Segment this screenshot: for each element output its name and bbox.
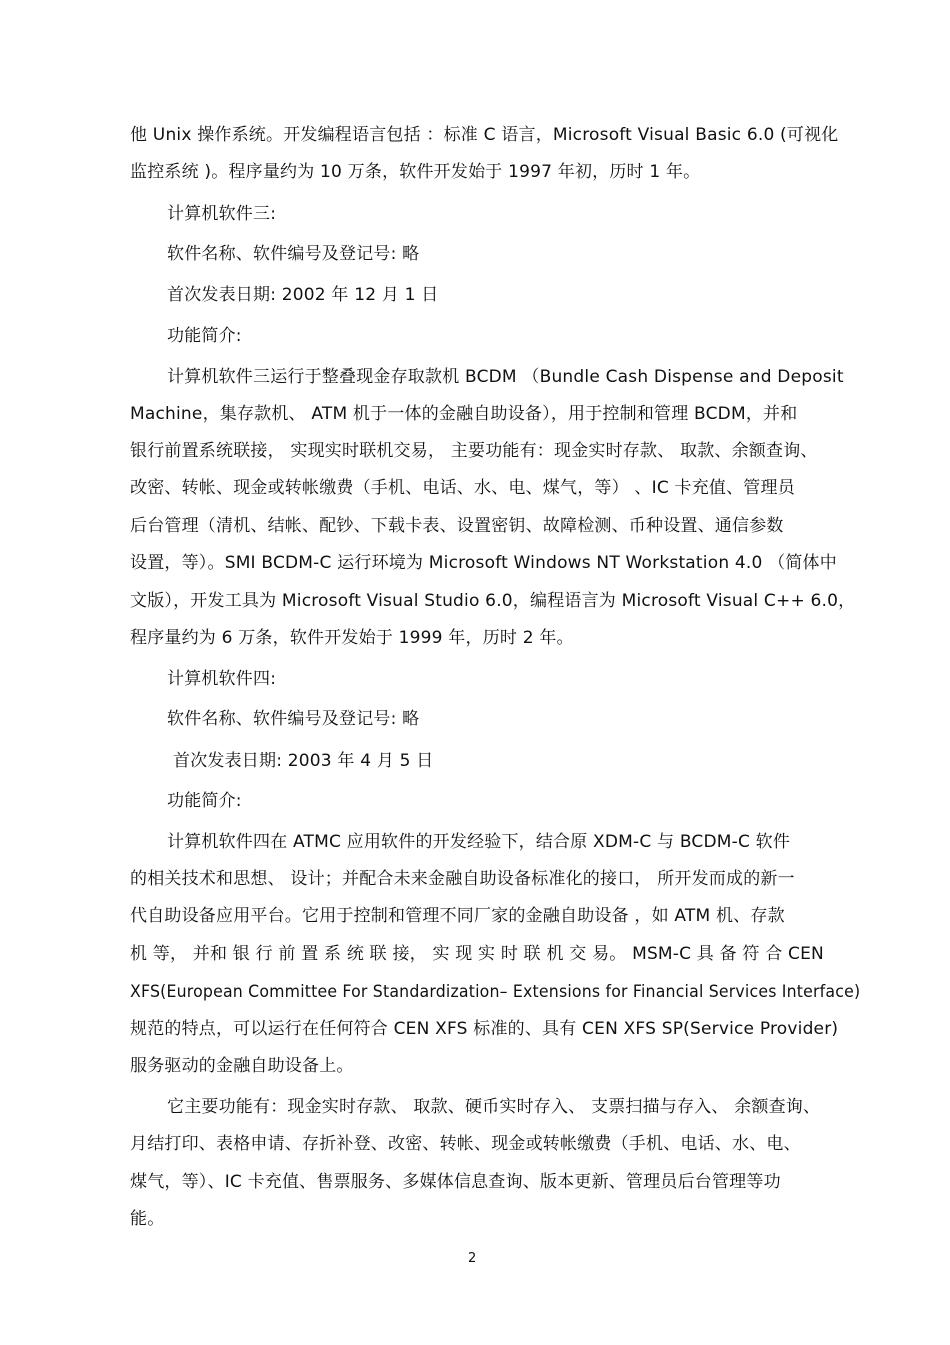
- text-line: 能。: [130, 1209, 165, 1229]
- text-line: XFS(European Committee For Standardization– Extensions for Financial Services Interface): [130, 982, 861, 1002]
- text-line: 代自助设备应用平台。它用于控制和管理不同厂家的金融自助设备 ，如 ATM 机、存款: [130, 906, 785, 926]
- text-line: 改密、转帐、现金或转帐缴费（手机、电话、水、电、煤气，等） 、IC 卡充值、管理员: [130, 478, 795, 498]
- text-line: 功能简介:: [167, 791, 242, 811]
- text-line: 银行前置系统联接， 实现实时联机交易， 主要功能有：现金实时存款、 取款、余额查询、: [130, 441, 818, 461]
- text-line: 它主要功能有：现金实时存款、 取款、硬币实时存入、 支票扫描与存入、 余额查询、: [167, 1097, 821, 1117]
- text-line: 首次发表日期: 2002 年 12 月 1 日: [167, 285, 439, 305]
- text-line: 的相关技术和思想、 设计；并配合未来金融自助设备标准化的接口， 所开发而成的新一: [130, 869, 795, 889]
- text-line: 服务驱动的金融自助设备上。: [130, 1056, 354, 1076]
- text-line: 计算机软件三运行于整叠现金存取款机 BCDM （Bundle Cash Dispense and Deposit: [167, 367, 844, 387]
- section-heading: 计算机软件三:: [167, 204, 277, 224]
- text-line: 后台管理（清机、结帐、配钞、下载卡表、设置密钥、故障检测、币种设置、通信参数: [130, 516, 784, 536]
- text-line: 监控系统 )。程序量约为 10 万条，软件开发始于 1997 年初，历时 1 年。: [130, 162, 701, 182]
- text-line: 月结打印、表格申请、存折补登、改密、转帐、现金或转帐缴费（手机、电话、水、电、: [130, 1134, 801, 1154]
- text-line: 软件名称、软件编号及登记号: 略: [167, 244, 420, 264]
- text-line: 机 等， 并和 银 行 前 置 系 统 联 接， 实 现 实 时 联 机 交 易。 MSM-C 具 备 符 合 CEN: [130, 944, 824, 964]
- section-heading: 计算机软件四:: [167, 669, 277, 689]
- text-line: 文版），开发工具为 Microsoft Visual Studio 6.0，编程语言为 Microsoft Visual C++ 6.0，: [130, 591, 856, 611]
- text-line: Machine，集存款机、 ATM 机于一体的金融自助设备），用于控制和管理 BCDM，并和: [130, 404, 798, 424]
- text-line: 首次发表日期: 2003 年 4 月 5 日: [173, 751, 434, 771]
- text-line: 设置，等）。SMI BCDM-C 运行环境为 Microsoft Windows NT Workstation 4.0 （简体中: [130, 553, 837, 573]
- text-line: 规范的特点，可以运行在任何符合 CEN XFS 标准的、具有 CEN XFS SP(Service Provider): [130, 1019, 839, 1039]
- text-line: 功能简介:: [167, 326, 242, 346]
- text-line: 软件名称、软件编号及登记号: 略: [167, 709, 420, 729]
- text-line: 煤气，等）、IC 卡充值、售票服务、多媒体信息查询、版本更新、管理员后台管理等功: [130, 1172, 781, 1192]
- text-line: 计算机软件四在 ATMC 应用软件的开发经验下，结合原 XDM-C 与 BCDM-C 软件: [167, 832, 791, 852]
- text-line: 程序量约为 6 万条，软件开发始于 1999 年，历时 2 年。: [130, 628, 574, 648]
- text-line: 他 Unix 操作系统。开发编程语言包括 ：标准 C 语言，Microsoft Visual Basic 6.0 (可视化: [130, 125, 839, 145]
- page-number: 2: [468, 1251, 477, 1266]
